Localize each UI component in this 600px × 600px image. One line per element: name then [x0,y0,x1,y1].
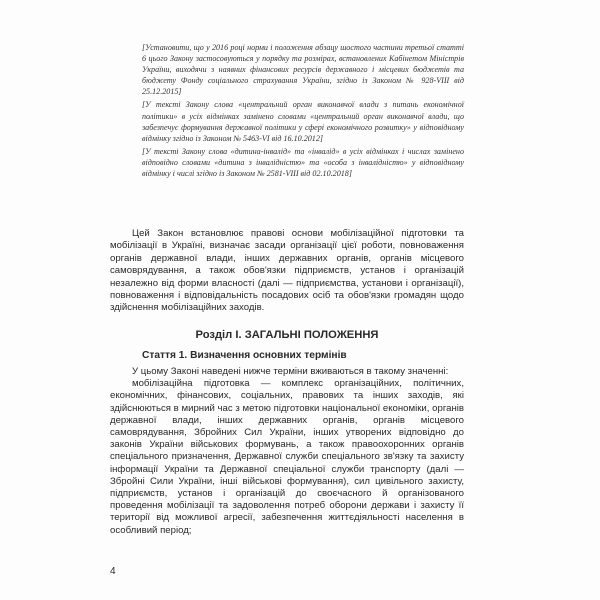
preamble-paragraph: Цей Закон встановлює правові основи мобілізаційної підготовки та мобілізації в Україні, визначає засади організації цієї роботи, повноваження органів державної влади, інших державних органів, органів місцевого самоврядування, а також обов'язки підприємств, установ і організацій незалежно від форми власності (далі — підприємства, установи і організації), повноваження і відповідальність посадових осіб та обов'язки громадян щодо здійснення мобілізаційних заходів. [110,228,464,314]
article-body [110,366,464,537]
amendment-note: [У тексті Закону слова «центральний орган виконавчої влади з питань економічної політики» в усіх відмінках замінено словами «центральний орган виконавчої влади, що забезпечує формування державної політики у сфері економічного розвитку» у відповідному відмінку згідно із Законом № 5463-VI від 16.10.2012] [142,100,464,143]
amendment-notes [142,42,464,181]
amendment-note: [Установити, що у 2016 році норми і положення абзацу шостого частини третьої статті 6 цього Закону застосовуються у порядку та розмірах, встановлених Кабінетом Міністрів України, виходячи з наявних фінансових ресурсів державного і місцевих бюджетів та бюджету Фонду соціального страхування України, згідно із Законом № 928-VIII від 25.12.2015] [142,43,464,97]
article-heading: Стаття 1. Визначення основних термінів [142,350,347,361]
body-paragraph: мобілізаційна підготовка — комплекс організаційних, політичних, економічних, фінансових, соціальних, правових та інших заходів, які здійснюються в мирний час з метою підготовки національної економіки, органів державної влади, інших державних органів, органів місцевого самоврядування, Збройних Сил України, інших утворених відповідно до законів України військових формувань, а також правоохоронних органів спеціального призначення, Державної служби спеціального зв'язку та захисту інформації України та Державної спеціальної служби транспорту (далі — Збройні Сили України, інші військові формування), сил цивільного захисту, підприємств, установ і організацій до своєчасного й організованого проведення мобілізації та задоволення потреб оборони держави і захисту її території від можливої агресії, забезпечення життєдіяльності населення в особливий період; [110,378,464,536]
section-heading: Розділ І. ЗАГАЛЬНІ ПОЛОЖЕННЯ [195,329,379,341]
body-paragraph: У цьому Законі наведені нижче терміни вживаються в такому значенні: [132,366,449,377]
amendment-note: [У тексті Закону слова «дитина-інвалід» та «інвалід» в усіх відмінках і числах замінено відповідно словами «дитина з інвалідністю» та «особа з інвалідністю» у відповідному відмінку і числі згідно із Законом № 2581-VIII від 02.10.2018] [142,146,464,179]
page-number: 4 [110,566,116,577]
